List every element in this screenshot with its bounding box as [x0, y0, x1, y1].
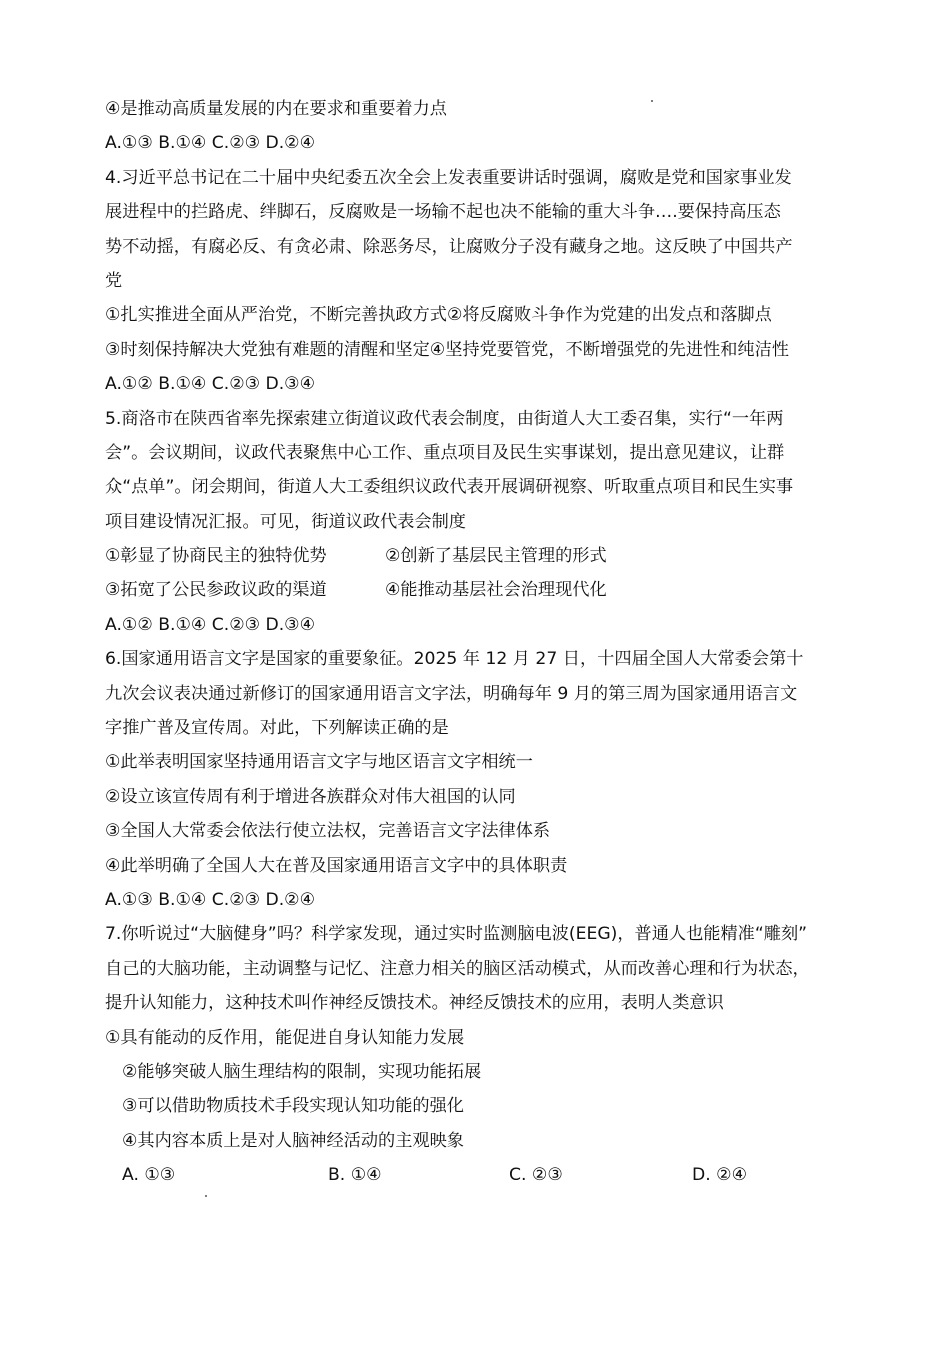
question-7-option-2: ②能够突破人脑生理结构的限制，实现功能拓展: [122, 1061, 482, 1082]
question-6-option-4: ④此举明确了全国人大在普及国家通用语言文字中的具体职责: [105, 855, 568, 876]
question-5-answers: A.①② B.①④ C.②③ D.③④: [105, 614, 315, 635]
question-5-stem: 众“点单”。闭会期间，街道人大工委组织议政代表开展调研视察、听取重点项目和民生实事: [105, 477, 794, 498]
question-4-options: ③时刻保持解决大党独有难题的清醒和坚定④坚持党要管党，不断增强党的先进性和纯洁性: [105, 339, 789, 360]
text-line: ④是推动高质量发展的内在要求和重要着力点: [105, 99, 447, 119]
answer-choices: A.①③ B.①④ C.②③ D.②④: [105, 133, 315, 154]
question-5-stem: 5.商洛市在陕西省率先探索建立街道议政代表会制度，由街道人大工委召集，实行“一年两: [105, 408, 784, 429]
question-5-option-4: ④能推动基层社会治理现代化: [385, 580, 607, 601]
question-4-stem: 4.习近平总书记在二十届中央纪委五次全会上发表重要讲话时强调，腐败是党和国家事业发: [105, 167, 792, 188]
question-7-answer-b: B. ①④: [328, 1165, 382, 1186]
question-5-option-2: ②创新了基层民主管理的形式: [385, 546, 607, 567]
question-6-stem: 九次会议表决通过新修订的国家通用语言文字法，明确每年 9 月的第三周为国家通用语言文: [105, 683, 798, 704]
question-7-answers: [105, 1158, 865, 1192]
question-6-option-3: ③全国人大常委会依法行使立法权，完善语言文字法律体系: [105, 821, 551, 842]
question-6-option-1: ①此举表明国家坚持通用语言文字与地区语言文字相统一: [105, 752, 533, 773]
question-4-stem: 展进程中的拦路虎、绊脚石，反腐败是一场输不起也决不能输的重大斗争….要保持高压态: [105, 202, 781, 223]
question-5-options-row: [105, 573, 865, 607]
question-7-stem: 自己的大脑功能，主动调整与记忆、注意力相关的脑区活动模式，从而改善心理和行为状态，: [105, 958, 810, 979]
question-7-option-3: ③可以借助物质技术手段实现认知功能的强化: [122, 1096, 464, 1117]
question-5-stem: 项目建设情况汇报。可见，街道议政代表会制度: [105, 511, 466, 532]
question-4-answers: A.①② B.①④ C.②③ D.③④: [105, 374, 315, 395]
question-4-options: ①扎实推进全面从严治党，不断完善执政方式②将反腐败斗争作为党建的出发点和落脚点: [105, 305, 772, 326]
question-6-answers: A.①③ B.①④ C.②③ D.②④: [105, 889, 315, 910]
question-5-option-1: ①彰显了协商民主的独特优势: [105, 546, 327, 567]
question-7-answer-d: D. ②④: [692, 1165, 747, 1186]
question-7-option-1: ①具有能动的反作用，能促进自身认知能力发展: [105, 1027, 465, 1048]
question-5-option-3: ③拓宽了公民参政议政的渠道: [105, 580, 327, 601]
question-7-stem: 提升认知能力，这种技术叫作神经反馈技术。神经反馈技术的应用，表明人类意识: [105, 993, 724, 1014]
question-7-answer-a: A. ①③: [122, 1165, 176, 1186]
question-7-option-4: ④其内容本质上是对人脑神经活动的主观映象: [122, 1130, 464, 1151]
question-6-stem: 6.国家通用语言文字是国家的重要象征。2025 年 12 月 27 日，十四届全国人大常委会第十: [105, 649, 804, 670]
scan-speck: [205, 1195, 207, 1197]
question-4-stem: 党: [105, 270, 123, 291]
question-5-options-row: [105, 539, 865, 573]
question-4-stem: 势不动摇，有腐必反、有贪必肃、除恶务尽，让腐败分子没有藏身之地。这反映了中国共产: [105, 236, 793, 257]
question-5-stem: 会”。会议期间，议政代表聚焦中心工作、重点项目及民生实事谋划，提出意见建议，让群: [105, 442, 785, 463]
exam-page: [105, 92, 865, 1193]
question-6-stem: 字推广普及宣传周。对此，下列解读正确的是: [105, 718, 449, 739]
question-7-answer-c: C. ②③: [509, 1165, 563, 1186]
question-6-option-2: ②设立该宣传周有利于增进各族群众对伟大祖国的认同: [105, 786, 516, 807]
question-7-stem: 7.你听说过“大脑健身”吗？科学家发现，通过实时监测脑电波(EEG)，普通人也能精准“雕刻”: [105, 924, 808, 945]
